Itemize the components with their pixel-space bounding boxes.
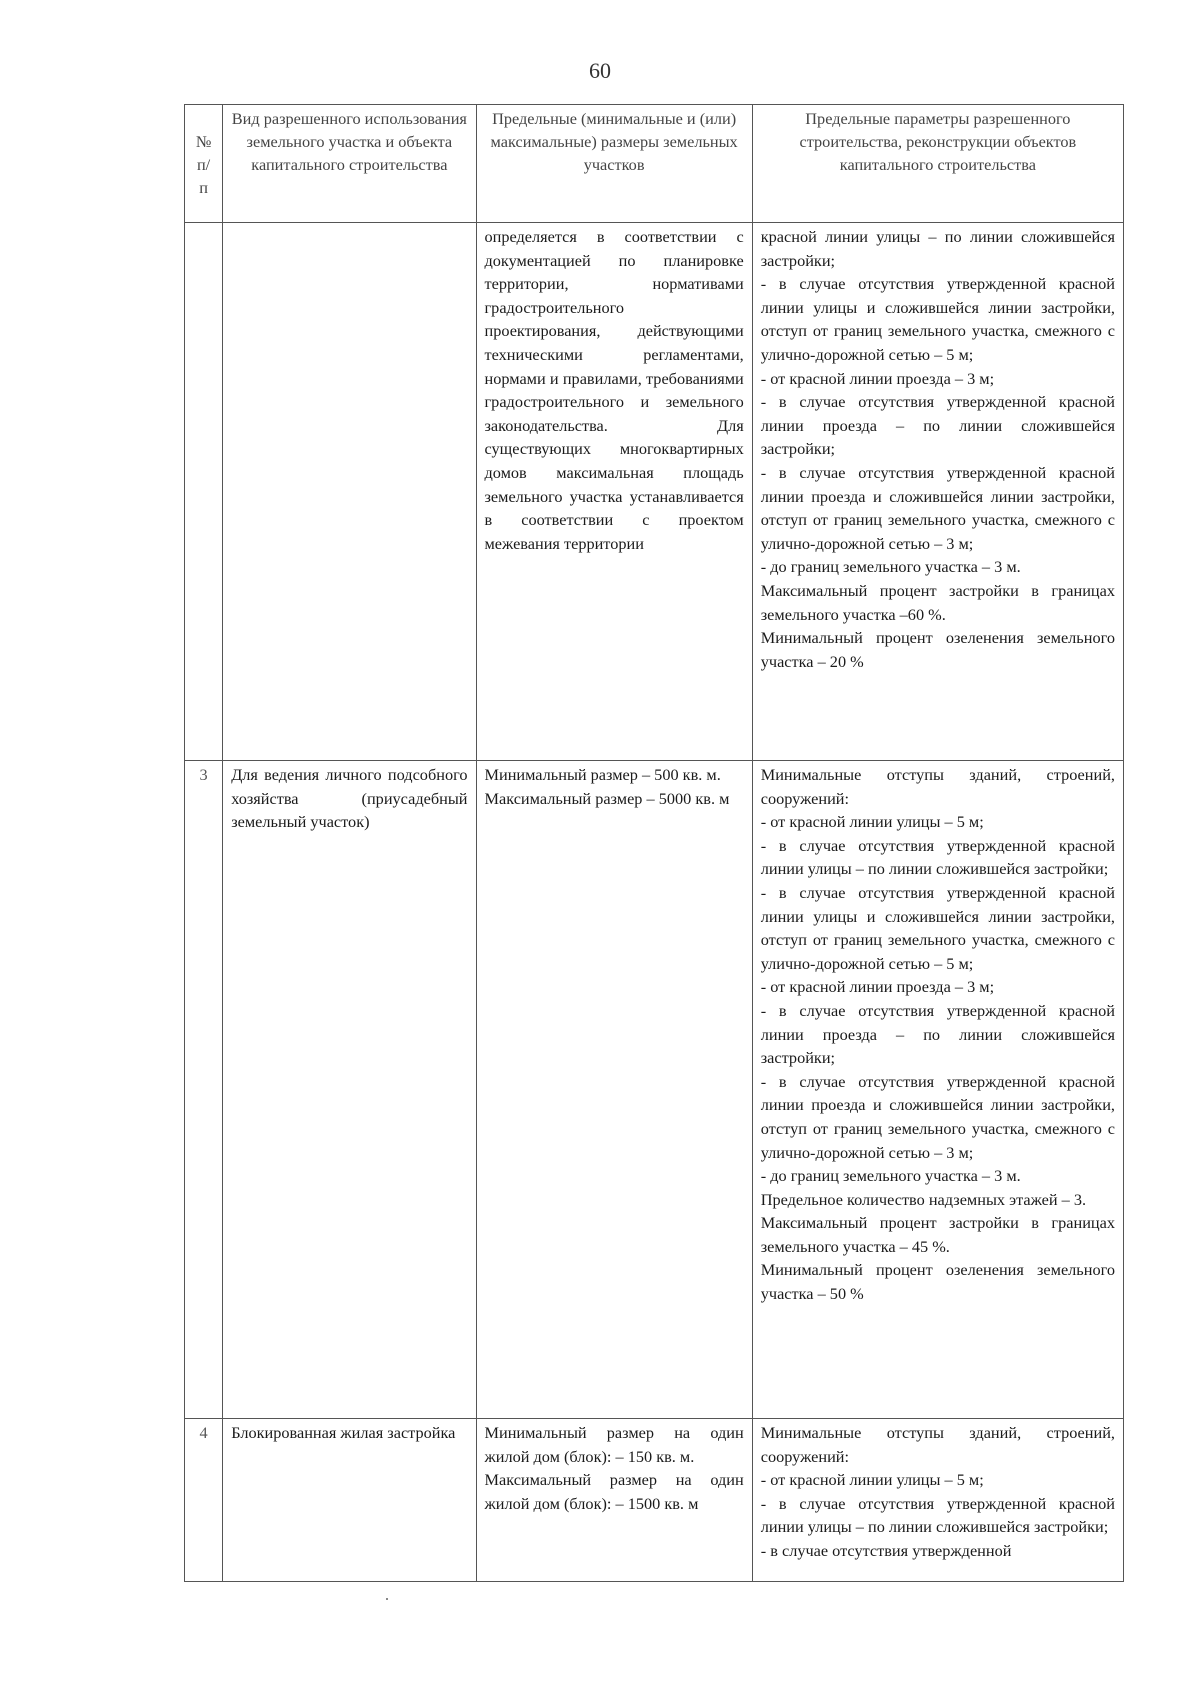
param-line: - до границ земельного участка – 3 м. [760, 557, 1021, 577]
param-line: - до границ земельного участка – 3 м. [760, 1166, 1021, 1186]
row-number [185, 223, 223, 761]
param-line: - в случае отсутствия утвержденной красной линии проезда – по линии сложившейся застройки; [760, 392, 1115, 459]
param-line: Предельное количество надземных этажей – 3. [760, 1189, 1087, 1209]
row-number: 4 [185, 1419, 223, 1582]
param-line: Максимальный процент застройки в границах земельного участка –60 %. [760, 580, 1115, 624]
use-kind-cell: Блокированная жилая застройка [223, 1419, 476, 1582]
header-use-kind: Вид разрешенного использования земельного участка и объекта капитального строительства [223, 105, 476, 223]
header-construction-params: Предельные параметры разрешенного строительства, реконструкции объектов капитального строительства [752, 105, 1123, 223]
param-line: - от красной линии улицы – 5 м; [760, 1470, 984, 1490]
param-line: красной линии улицы – по линии сложившейся застройки; [760, 227, 1115, 270]
use-kind-cell [223, 223, 476, 761]
param-line: - в случае отсутствия утвержденной красной линии проезда и сложившейся линии застройки, отступ от границ земельного участка, смежного с улично-дорожной сетью – 3 м; [760, 1071, 1115, 1162]
param-line: - в случае отсутствия утвержденной красной линии проезда и сложившейся линии застройки, отступ от границ земельного участка, смежного с улично-дорожной сетью – 3 м; [760, 462, 1115, 553]
param-line: - от красной линии улицы – 5 м; [760, 812, 984, 832]
param-line: - в случае отсутствия утвержденной красной линии улицы – по линии сложившейся застройки; [760, 835, 1115, 879]
table-row [185, 223, 1124, 761]
size-line: Максимальный размер на один жилой дом (блок): – 1500 кв. м [484, 1470, 744, 1513]
param-line: - в случае отсутствия утвержденной красной линии проезда – по линии сложившейся застройки; [760, 1000, 1115, 1068]
construction-params-cell [752, 1419, 1123, 1582]
param-line: - в случае отсутствия утвержденной красной линии улицы и сложившейся линии застройки, отступ от границ земельного участка, смежного с улично-дорожной сетью – 5 м; [760, 882, 1115, 973]
param-line: Максимальный процент застройки в границах земельного участка – 45 %. [760, 1213, 1115, 1256]
param-line: - в случае отсутствия утвержденной [760, 1540, 1012, 1560]
param-line: - от красной линии проезда – 3 м; [760, 368, 995, 388]
construction-params-cell [752, 761, 1123, 1419]
param-line: Минимальные отступы зданий, строений, сооружений: [760, 765, 1115, 808]
size-line: Минимальный размер на один жилой дом (блок): – 150 кв. м. [484, 1423, 744, 1466]
param-line: Минимальный процент озеленения земельного участка – 50 % [760, 1260, 1115, 1304]
header-number: № п/п [185, 105, 223, 223]
table-row [185, 1419, 1124, 1582]
plot-size-cell [476, 761, 752, 1419]
scan-speck [386, 1598, 388, 1600]
param-line: - от красной линии проезда – 3 м; [760, 977, 995, 997]
header-plot-size: Предельные (минимальные и (или) максимальные) размеры земельных участков [476, 105, 752, 223]
plot-size-cell: определяется в соответствии с документацией по планировке территории, нормативами градостроительного проектирования, действующими техническими регламентами, нормами и правилами, требованиями градостроительного и земельного законодательства. Для существующих многоквартирных домов максимальная площадь земельного участка устанавливается в соответствии с проектом межевания территории [476, 223, 752, 761]
param-line: - в случае отсутствия утвержденной красной линии улицы и сложившейся линии застройки, отступ от границ земельного участка, смежного с улично-дорожной сетью – 5 м; [760, 274, 1115, 364]
param-line: - в случае отсутствия утвержденной красной линии улицы – по линии сложившейся застройки; [760, 1493, 1115, 1537]
table-row [185, 761, 1124, 1419]
page-number: 60 [589, 58, 611, 83]
row-number: 3 [185, 761, 223, 1419]
table-header-row [185, 105, 1124, 223]
plot-size-cell [476, 1419, 752, 1582]
size-line: Максимальный размер – 5000 кв. м [484, 788, 730, 808]
land-use-table [184, 104, 1124, 1582]
param-line: Минимальные отступы зданий, строений, сооружений: [760, 1423, 1115, 1466]
use-kind-cell: Для ведения личного подсобного хозяйства (приусадебный земельный участок) [223, 761, 476, 1419]
param-line: Минимальный процент озеленения земельного участка – 20 % [760, 628, 1115, 671]
construction-params-cell [752, 223, 1123, 761]
size-line: Минимальный размер – 500 кв. м. [484, 765, 721, 784]
